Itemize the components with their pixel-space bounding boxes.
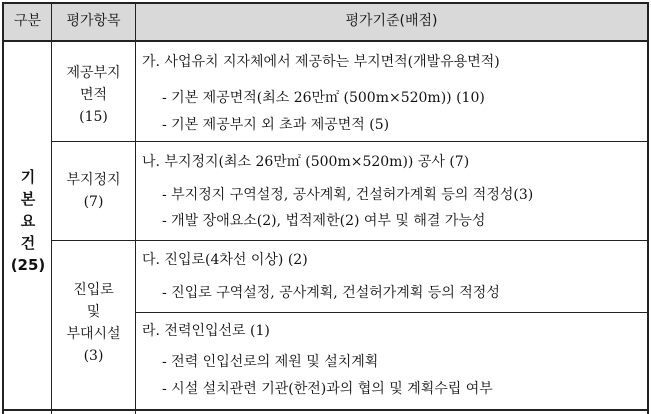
header-evaluation-item: 평가항목 [66,13,121,29]
header-evaluation-criteria: 평가기준(배점) [345,13,438,29]
criteria-bullet: - 기본 제공면적(최소 26만㎡ (500m×520m)) (10) [162,90,485,106]
criteria-bullet: - 진입로 구역설정, 공사계획, 건설허가계획 등의 적정성 [162,285,500,301]
category-line: 및 [86,304,101,320]
group-label-char: 요 [20,212,36,230]
category-line: 부지정지 [66,172,121,188]
criteria-bullet: - 기본 제공부지 외 초과 제공면적 (5) [162,117,390,133]
criteria-bullet: - 부지정지 구역설정, 공사계획, 건설허가계획 등의 적정성(3) [162,187,534,203]
category-site-grading [52,169,135,213]
criteria-title: 가. 사업유치 지자체에서 제공하는 부지면적(개발유용면적) [142,54,500,70]
category-line: (15) [79,109,108,125]
group-score: (25) [10,256,46,274]
category-line: (7) [83,194,104,210]
table-border-left [2,2,4,414]
column-divider-2 [135,2,136,414]
criteria-bullet: - 시설 설치관련 기관(한전)과의 협의 및 계획수립 여부 [162,381,493,397]
category-access-road [52,279,135,367]
header-divider [2,40,649,42]
section-divider [136,312,648,313]
group-label-char: 건 [20,234,36,252]
row-divider-2 [52,240,648,241]
group-label-char: 기 [20,168,36,186]
category-line: 진입로 [73,282,114,298]
group-label-char: 본 [20,190,36,208]
criteria-title: 나. 부지정지(최소 26만㎡ (500m×520m)) 공사 (7) [142,154,470,170]
table-border-right [647,2,649,414]
row-divider-1 [52,141,648,142]
criteria-title: 라. 전력인입선로 (1) [142,323,270,339]
category-line: 부대시설 [66,326,121,342]
category-line: 제공부지 [66,65,121,81]
table-border-top [2,2,649,4]
header-category: 구분 [13,13,42,29]
criteria-bullet: - 개발 장애요소(2), 법적제한(2) 여부 및 해결 가능성 [162,213,486,229]
category-line: 면적 [79,87,108,103]
criteria-title: 다. 진입로(4차선 이상) (2) [142,252,308,268]
category-site-area [52,62,135,128]
group-label [5,166,51,276]
category-line: (3) [83,348,104,364]
criteria-bullet: - 전력 인입선로의 제원 및 설치계획 [162,354,379,370]
table-border-bottom [2,409,649,411]
